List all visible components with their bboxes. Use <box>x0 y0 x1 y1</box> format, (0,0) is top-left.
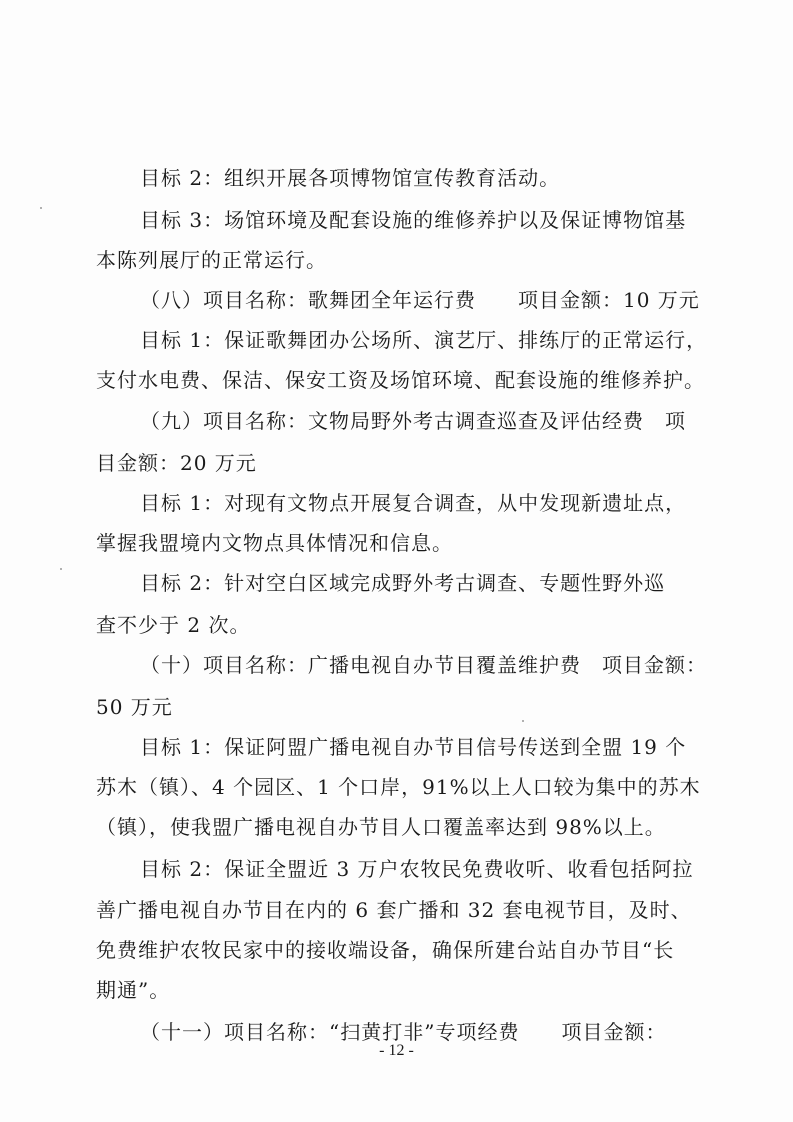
scan-speck <box>522 720 524 722</box>
section-10-goal-1-cont: 苏木（镇）、4 个园区、1 个口岸，91%以上人口较为集中的苏木 <box>96 775 701 799</box>
section-10-goal-1: 目标 1：保证阿盟广播电视自办节目信号传送到全盟 19 个 <box>140 735 687 759</box>
section-10-goal-1-cont-2: （镇），使我盟广播电视自办节目人口覆盖率达到 98%以上。 <box>96 815 666 839</box>
section-9-goal-1-cont: 掌握我盟境内文物点具体情况和信息。 <box>96 531 453 555</box>
section-8-heading: （八）项目名称：歌舞团全年运行费 项目金额：10 万元 <box>140 288 700 312</box>
page-number: - 12 - <box>379 1042 414 1059</box>
section-11-heading: （十一）项目名称：“扫黄打非”专项经费 项目金额： <box>140 1020 667 1044</box>
section-10-goal-2-cont-2: 免费维护农牧民家中的接收端设备，确保所建台站自办节目“长 <box>96 938 675 962</box>
section-10-heading: （十）项目名称：广播电视自办节目覆盖维护费 项目金额： <box>140 653 707 677</box>
section-8-goal-1: 目标 1：保证歌舞团办公场所、演艺厅、排练厅的正常运行， <box>140 328 708 352</box>
section-9-heading: （九）项目名称：文物局野外考古调查巡查及评估经费 项 <box>140 409 686 433</box>
scan-speck <box>60 568 62 570</box>
section-9-goal-1: 目标 1：对现有文物点开展复合调查，从中发现新遗址点， <box>140 491 687 515</box>
section-10-goal-2-cont-3: 期通”。 <box>96 978 171 1002</box>
goal-3-museum-maintenance: 目标 3：场馆环境及配套设施的维修养护以及保证博物馆基 <box>140 208 687 232</box>
section-10-heading-cont: 50 万元 <box>96 695 173 719</box>
section-9-goal-2: 目标 2：针对空白区域完成野外考古调查、专题性野外巡 <box>140 571 666 595</box>
section-10-goal-2-cont: 善广播电视自办节目在内的 6 套广播和 32 套电视节目，及时、 <box>96 898 692 922</box>
goal-3-museum-maintenance-cont: 本陈列展厅的正常运行。 <box>96 248 327 272</box>
section-10-goal-2: 目标 2：保证全盟近 3 万户农牧民免费收听、收看包括阿拉 <box>140 857 694 881</box>
section-9-heading-cont: 目金额：20 万元 <box>96 451 257 475</box>
scan-speck <box>40 207 42 209</box>
section-9-goal-2-cont: 查不少于 2 次。 <box>96 613 251 637</box>
goal-2-museum-education: 目标 2：组织开展各项博物馆宣传教育活动。 <box>140 166 561 190</box>
section-8-goal-1-cont: 支付水电费、保洁、保安工资及场馆环境、配套设施的维修养护。 <box>96 368 705 392</box>
